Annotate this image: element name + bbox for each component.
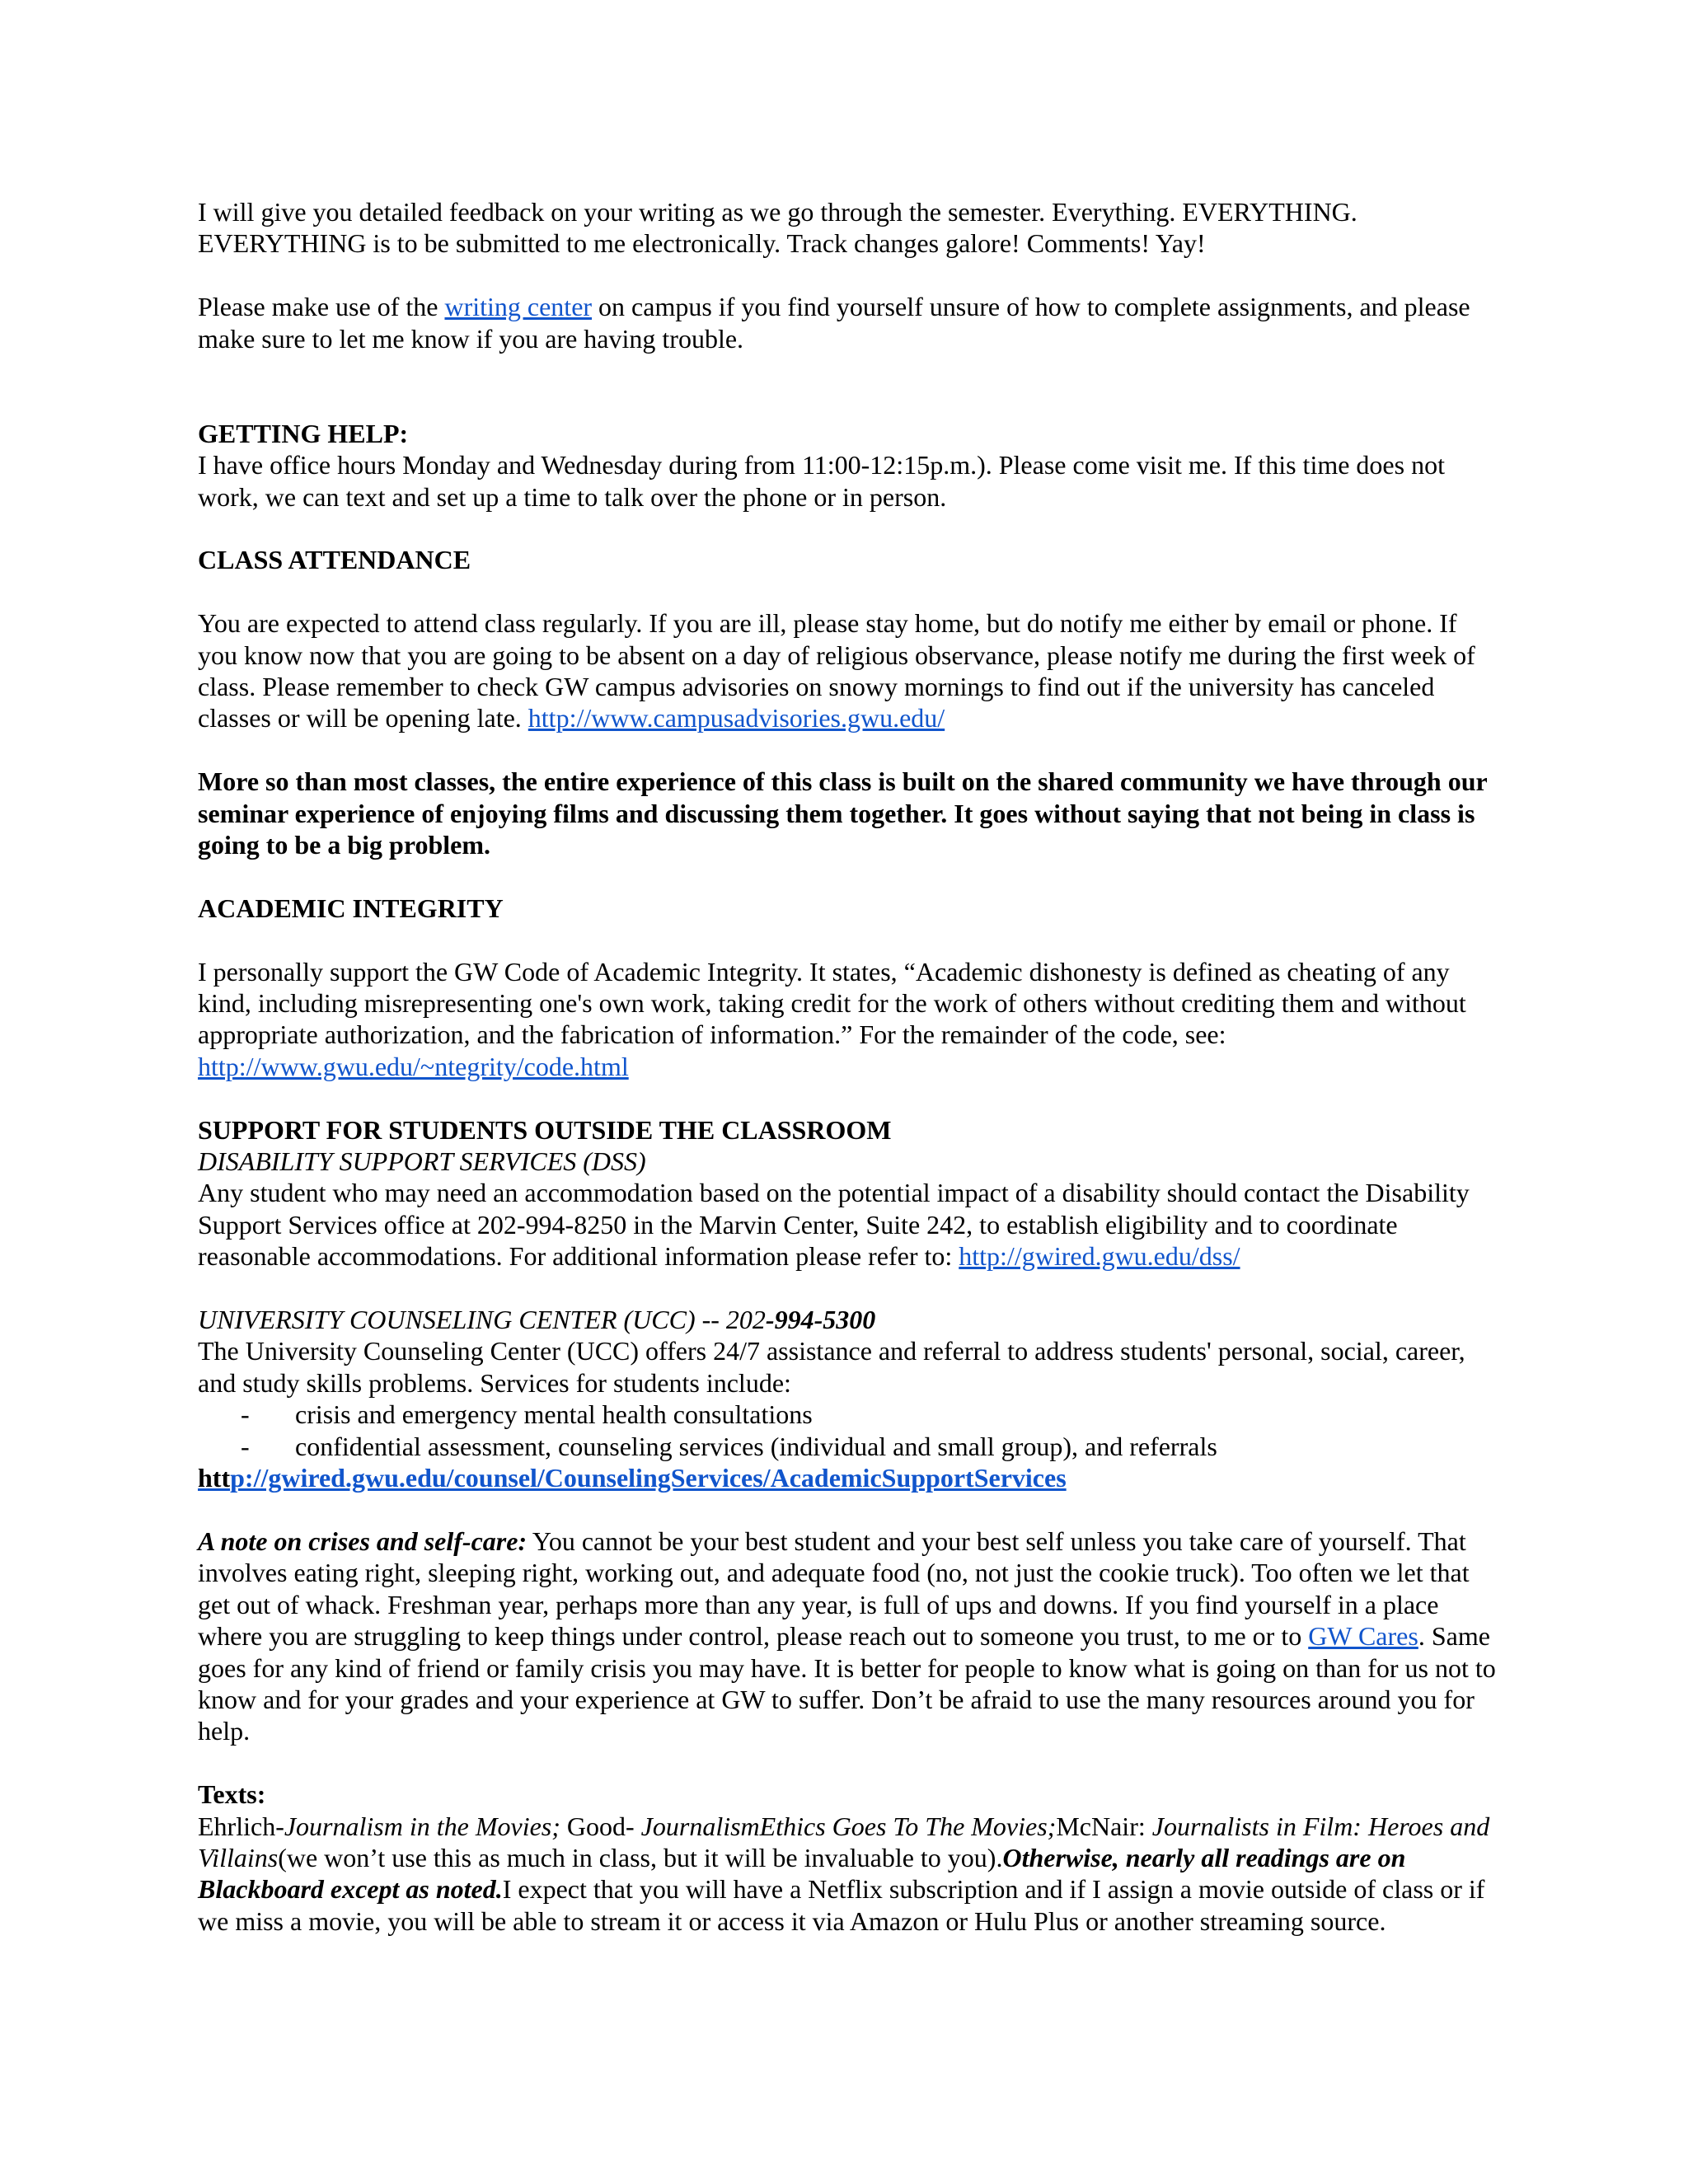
counseling-services-link[interactable] (198, 1463, 1067, 1493)
texts-author-3: McNair: (1056, 1811, 1152, 1841)
texts-author-1: Ehrlich- (198, 1811, 284, 1841)
writing-center-paragraph (198, 291, 1500, 354)
campus-advisories-link[interactable]: http://www.campusadvisories.gwu.edu/ (528, 703, 945, 733)
writing-center-text-before: Please make use of the (198, 292, 445, 322)
texts-title-3: Journalists in Film: Heroes and Villains (198, 1811, 1490, 1872)
gw-cares-link[interactable]: GW Cares (1308, 1621, 1418, 1652)
counseling-link-rest: p://gwired.gwu.edu/counsel/CounselingServices/AcademicSupportServices (230, 1463, 1067, 1493)
texts-title-1: Journalism in the Movies; (284, 1811, 560, 1841)
class-attendance-text: You are expected to attend class regularly. If you are ill, please stay home, but do notify me either by email or phone. If you know now that you are going to be absent on a day of religious observance, please notify me during the first week of class. Please remember to check GW campus advisories on snowy mornings to find out if the university has canceled classes or will be opening late. (198, 608, 1475, 733)
texts-author-2: Good- (560, 1811, 641, 1841)
texts-paragraph (198, 1811, 1500, 1938)
dash-bullet: - (241, 1399, 250, 1430)
texts-bold-note: Otherwise, nearly all readings are on Blackboard except as noted. (198, 1842, 1406, 1905)
getting-help-paragraph: I have office hours Monday and Wednesday during from 11:00-12:15p.m.). Please come visit me. If this time does not work, we can text and set up a time to talk over the phone or in person. (198, 450, 1445, 512)
academic-integrity-text: I personally support the GW Code of Academic Integrity. It states, “Academic dishonesty is defined as cheating of any kind, including misrepresenting one's own work, taking credit for the work of others without crediting them and without appropriate authorization, and the fabrication of information.” For the remainder of the code, see: (198, 956, 1466, 1050)
dss-text: Any student who may need an accommodation based on the potential impact of a disability should contact the Disability Support Services office at 202-994-8250 in the Marvin Center, Suite 242, to establish eligibility and to coordinate reasonable accommodations. For additional information please refer to: (198, 1178, 1470, 1272)
class-attendance-paragraph (198, 607, 1500, 734)
texts-note: (we won’t use this as much in class, but it will be invaluable to you). (278, 1842, 1003, 1872)
support-heading: SUPPORT FOR STUDENTS OUTSIDE THE CLASSROOM (198, 1114, 892, 1145)
texts-heading: Texts: (198, 1779, 266, 1810)
ucc-title-italic: UNIVERSITY COUNSELING CENTER (UCC) -- 202 (198, 1305, 766, 1335)
list-item-text: crisis and emergency mental health consultations (295, 1399, 813, 1430)
list-item-text: confidential assessment, counseling services (individual and small group), and referrals (295, 1431, 1217, 1461)
class-attendance-heading: CLASS ATTENDANCE (198, 545, 471, 575)
texts-tail: I expect that you will have a Netflix subscription and if I assign a movie outside of class or if we miss a movie, you will be able to stream it or access it via Amazon or Hulu Plus or another streaming source. (198, 1874, 1485, 1936)
self-care-text: You cannot be your best student and your best self unless you take care of yourself. That involves eating right, sleeping right, working out, and adequate food (no, not just the cookie truck). Too often we let that get out of whack. Freshman year, perhaps more than any year, is full of ups and downs. If you find yourself in a place where you are struggling to keep things under control, please reach out to someone you trust, to me or to (198, 1526, 1470, 1652)
academic-integrity-paragraph (198, 956, 1500, 1083)
self-care-text-after: . Same goes for any kind of friend or family crisis you may have. It is better for people to know what is going on than for us not to know and for your grades and your experience at GW to suffer. Don’t be afraid to use the many resources around you for help. (198, 1621, 1496, 1746)
getting-help-heading: GETTING HELP: (198, 418, 409, 448)
academic-integrity-link[interactable]: http://www.gwu.edu/~ntegrity/code.html (198, 1051, 629, 1081)
syllabus-page (198, 196, 1500, 1937)
dss-paragraph (198, 1177, 1500, 1272)
dash-bullet: - (241, 1431, 250, 1461)
list-item (198, 1431, 1500, 1462)
writing-center-text-after: on campus if you find yourself unsure of how to complete assignments, and please make sure to let me know if you are having trouble. (198, 292, 1470, 354)
self-care-lead: A note on crises and self-care: (198, 1526, 528, 1556)
dss-title: DISABILITY SUPPORT SERVICES (DSS) (198, 1146, 646, 1177)
attendance-bold-note: More so than most classes, the entire experience of this class is built on the shared community we have through our seminar experience of enjoying films and discussing them together. It goes without saying that not being in class is going to be a big problem. (198, 766, 1488, 860)
ucc-title (198, 1304, 1500, 1335)
ucc-services-list (198, 1399, 1500, 1462)
ucc-title-phone: -994-5300 (765, 1305, 876, 1335)
self-care-paragraph (198, 1526, 1500, 1747)
list-item (198, 1399, 1500, 1430)
texts-title-2: JournalismEthics Goes To The Movies; (640, 1811, 1057, 1841)
counseling-link-prefix: htt (198, 1463, 231, 1493)
feedback-paragraph: I will give you detailed feedback on your writing as we go through the semester. Everything. EVERYTHING. EVERYTHING is to be submitted to me electronically. Track changes galore! Comments! Yay! (198, 197, 1357, 259)
academic-integrity-heading: ACADEMIC INTEGRITY (198, 893, 504, 923)
ucc-paragraph: The University Counseling Center (UCC) offers 24/7 assistance and referral to address students' personal, social, career, and study skills problems. Services for students include: (198, 1336, 1465, 1398)
dss-link[interactable]: http://gwired.gwu.edu/dss/ (959, 1241, 1240, 1272)
counseling-services-link-line (198, 1462, 1500, 1493)
writing-center-link[interactable]: writing center (444, 292, 593, 322)
